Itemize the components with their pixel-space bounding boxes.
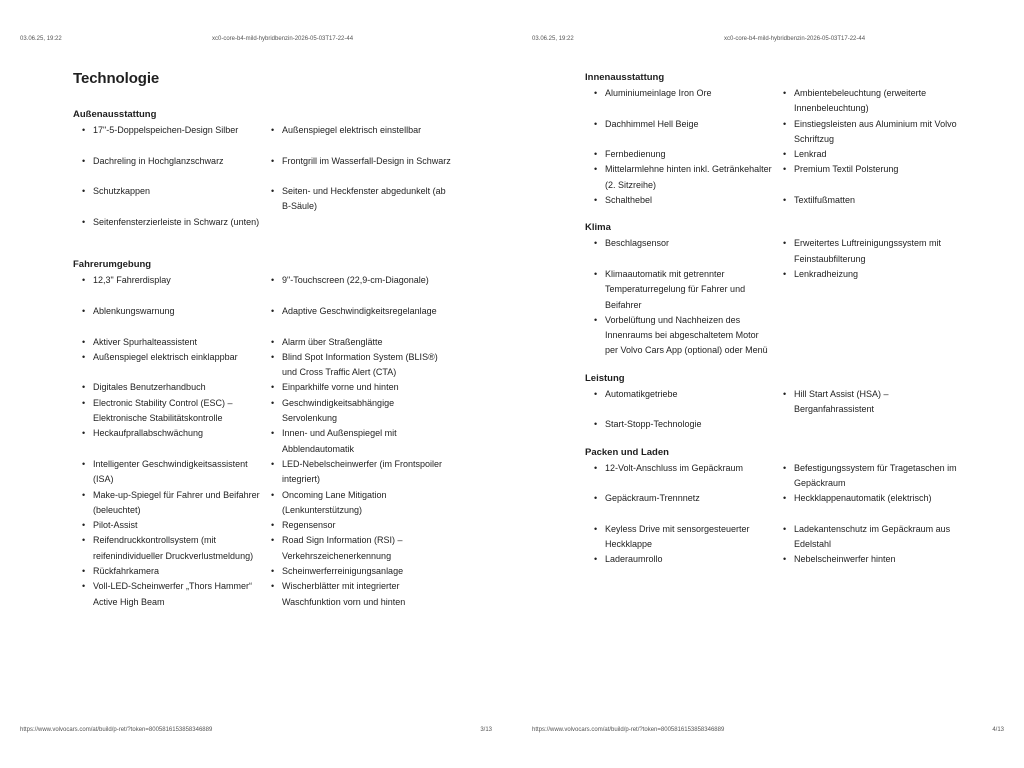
- feature-item: • LED-Nebelscheinwerfer (im Frontspoiler integriert): [270, 457, 451, 488]
- feature-item: • Road Sign Information (RSI) – Verkehrszeichenerkennung: [270, 533, 451, 564]
- footer-page-number: 3/13: [480, 727, 492, 733]
- section-heading: Leistung: [585, 372, 625, 384]
- feature-item: • Premium Textil Polsterung: [782, 162, 963, 193]
- feature-item: • Ablenkungswarnung: [81, 304, 262, 335]
- feature-item: • Geschwindigkeitsabhängige Servolenkung: [270, 396, 451, 427]
- feature-item: • Adaptive Geschwindigkeitsregelanlage: [270, 304, 451, 335]
- feature-item: • Beschlagsensor: [593, 236, 774, 267]
- feature-item: • Pilot-Assist: [81, 518, 262, 533]
- feature-item: • Intelligenter Geschwindigkeitsassistent (ISA): [81, 457, 262, 488]
- feature-item: • Heckaufprallabschwächung: [81, 426, 262, 457]
- feature-item: • Mittelarmlehne hinten inkl. Getränkehalter (2. Sitzreihe): [593, 162, 774, 193]
- feature-item: • Alarm über Straßenglätte: [270, 335, 451, 350]
- section-heading: Packen und Laden: [585, 446, 669, 458]
- feature-item: • Einparkhilfe vorne und hinten: [270, 380, 451, 395]
- sections-right: [585, 72, 965, 568]
- feature-item: • Lenkrad: [782, 147, 963, 162]
- feature-list: [73, 123, 453, 245]
- feature-item: • Laderaumrollo: [593, 552, 774, 567]
- feature-item: • Seitenfensterzierleiste in Schwarz (unten): [81, 215, 262, 246]
- feature-item: • 12,3" Fahrerdisplay: [81, 273, 262, 304]
- page-title: Technologie: [73, 70, 160, 87]
- feature-item: • Frontgrill im Wasserfall-Design in Schwarz: [270, 154, 451, 185]
- section-innenausstattung: [585, 72, 965, 208]
- feature-item: • 17"-5-Doppelspeichen-Design Silber: [81, 123, 262, 154]
- feature-item: • Blind Spot Information System (BLIS®) und Cross Traffic Alert (CTA): [270, 350, 451, 381]
- header-date: 03.06.25, 19:22: [532, 36, 574, 42]
- feature-item: • Automatikgetriebe: [593, 387, 774, 418]
- feature-list: [585, 461, 965, 568]
- footer-url[interactable]: https://www.volvocars.com/at/build/p-ret/?token=8005816153858346889: [532, 727, 725, 733]
- feature-item: • Einstiegsleisten aus Aluminium mit Volvo Schriftzug: [782, 117, 963, 148]
- feature-item: • Textilfußmatten: [782, 193, 963, 208]
- feature-item: • Wischerblätter mit integrierter Waschfunktion vorn und hinten: [270, 579, 451, 610]
- section-leistung: [585, 373, 965, 433]
- feature-list: [73, 273, 453, 610]
- feature-item: • Keyless Drive mit sensorgesteuerter Heckklappe: [593, 522, 774, 553]
- header-title: xc0-core-b4-mild-hybridbenzin-2026-05-03T17-22-44: [212, 36, 354, 42]
- feature-item: • Nebelscheinwerfer hinten: [782, 552, 963, 567]
- feature-item: • Klimaautomatik mit getrennter Temperaturregelung für Fahrer und Beifahrer: [593, 267, 774, 313]
- content-left: [73, 70, 453, 624]
- feature-item: • Außenspiegel elektrisch einstellbar: [270, 123, 451, 154]
- section-heading: Klima: [585, 222, 611, 234]
- feature-item: • Make-up-Spiegel für Fahrer und Beifahrer (beleuchtet): [81, 488, 262, 519]
- content-right: [585, 72, 965, 582]
- feature-item: • Befestigungssystem für Tragetaschen im Gepäckraum: [782, 461, 963, 492]
- feature-item: • Oncoming Lane Mitigation (Lenkunterstützung): [270, 488, 451, 519]
- page-right: [512, 0, 1024, 768]
- footer-page-number: 4/13: [992, 727, 1004, 733]
- feature-item: • 12-Volt-Anschluss im Gepäckraum: [593, 461, 774, 492]
- feature-item: • Seiten- und Heckfenster abgedunkelt (ab B-Säule): [270, 184, 451, 215]
- section-fahrerumgebung: [73, 259, 453, 610]
- feature-item: • Aktiver Spurhalteassistent: [81, 335, 262, 350]
- feature-item: • Lenkradheizung: [782, 267, 963, 313]
- section-packen-und-laden: [585, 447, 965, 568]
- sections-left: [73, 109, 453, 610]
- header-date: 03.06.25, 19:22: [20, 36, 62, 42]
- feature-item: • Rückfahrkamera: [81, 564, 262, 579]
- section-klima: [585, 222, 965, 358]
- feature-item: • Außenspiegel elektrisch einklappbar: [81, 350, 262, 381]
- feature-item: • Fernbedienung: [593, 147, 774, 162]
- feature-item: • Ambientebeleuchtung (erweiterte Innenbeleuchtung): [782, 86, 963, 117]
- feature-item: • Innen- und Außenspiegel mit Abblendautomatik: [270, 426, 451, 457]
- feature-list: [585, 86, 965, 208]
- feature-item: • Voll-LED-Scheinwerfer „Thors Hammer“ Active High Beam: [81, 579, 262, 610]
- section-heading: Fahrerumgebung: [73, 259, 152, 271]
- section-heading: Außenausstattung: [73, 109, 157, 120]
- feature-item: • Ladekantenschutz im Gepäckraum aus Edelstahl: [782, 522, 963, 553]
- feature-item: • Schutzkappen: [81, 184, 262, 215]
- feature-item: • Digitales Benutzerhandbuch: [81, 380, 262, 395]
- feature-item: • Electronic Stability Control (ESC) – Elektronische Stabilitätskontrolle: [81, 396, 262, 427]
- feature-list: [585, 387, 965, 433]
- feature-item: • Heckklappenautomatik (elektrisch): [782, 491, 963, 522]
- header-title: xc0-core-b4-mild-hybridbenzin-2026-05-03T17-22-44: [724, 36, 866, 42]
- feature-item: • Vorbelüftung und Nachheizen des Innenraums bei abgeschaltetem Motor per Volvo Cars App (optional) oder Menü: [593, 313, 774, 359]
- section-aussenausstattung: [73, 109, 453, 245]
- feature-item: • Start-Stopp-Technologie: [593, 417, 774, 432]
- feature-item: • Aluminiumeinlage Iron Ore: [593, 86, 774, 117]
- feature-list: [585, 236, 965, 358]
- feature-item: • 9"-Touchscreen (22,9-cm-Diagonale): [270, 273, 451, 304]
- feature-item: • Scheinwerferreinigungsanlage: [270, 564, 451, 579]
- feature-item: • Reifendruckkontrollsystem (mit reifenindividueller Druckverlustmeldung): [81, 533, 262, 564]
- feature-item: • Dachhimmel Hell Beige: [593, 117, 774, 148]
- feature-item: • Schalthebel: [593, 193, 774, 208]
- feature-item: • Erweitertes Luftreinigungssystem mit Feinstaubfilterung: [782, 236, 963, 267]
- feature-item: • Hill Start Assist (HSA) – Berganfahrassistent: [782, 387, 963, 418]
- feature-item: • Regensensor: [270, 518, 451, 533]
- section-heading: Innenausstattung: [585, 72, 665, 83]
- feature-item: • Dachreling in Hochglanzschwarz: [81, 154, 262, 185]
- feature-item: • Gepäckraum-Trennnetz: [593, 491, 774, 522]
- footer-url[interactable]: https://www.volvocars.com/at/build/p-ret/?token=8005816153858346889: [20, 727, 213, 733]
